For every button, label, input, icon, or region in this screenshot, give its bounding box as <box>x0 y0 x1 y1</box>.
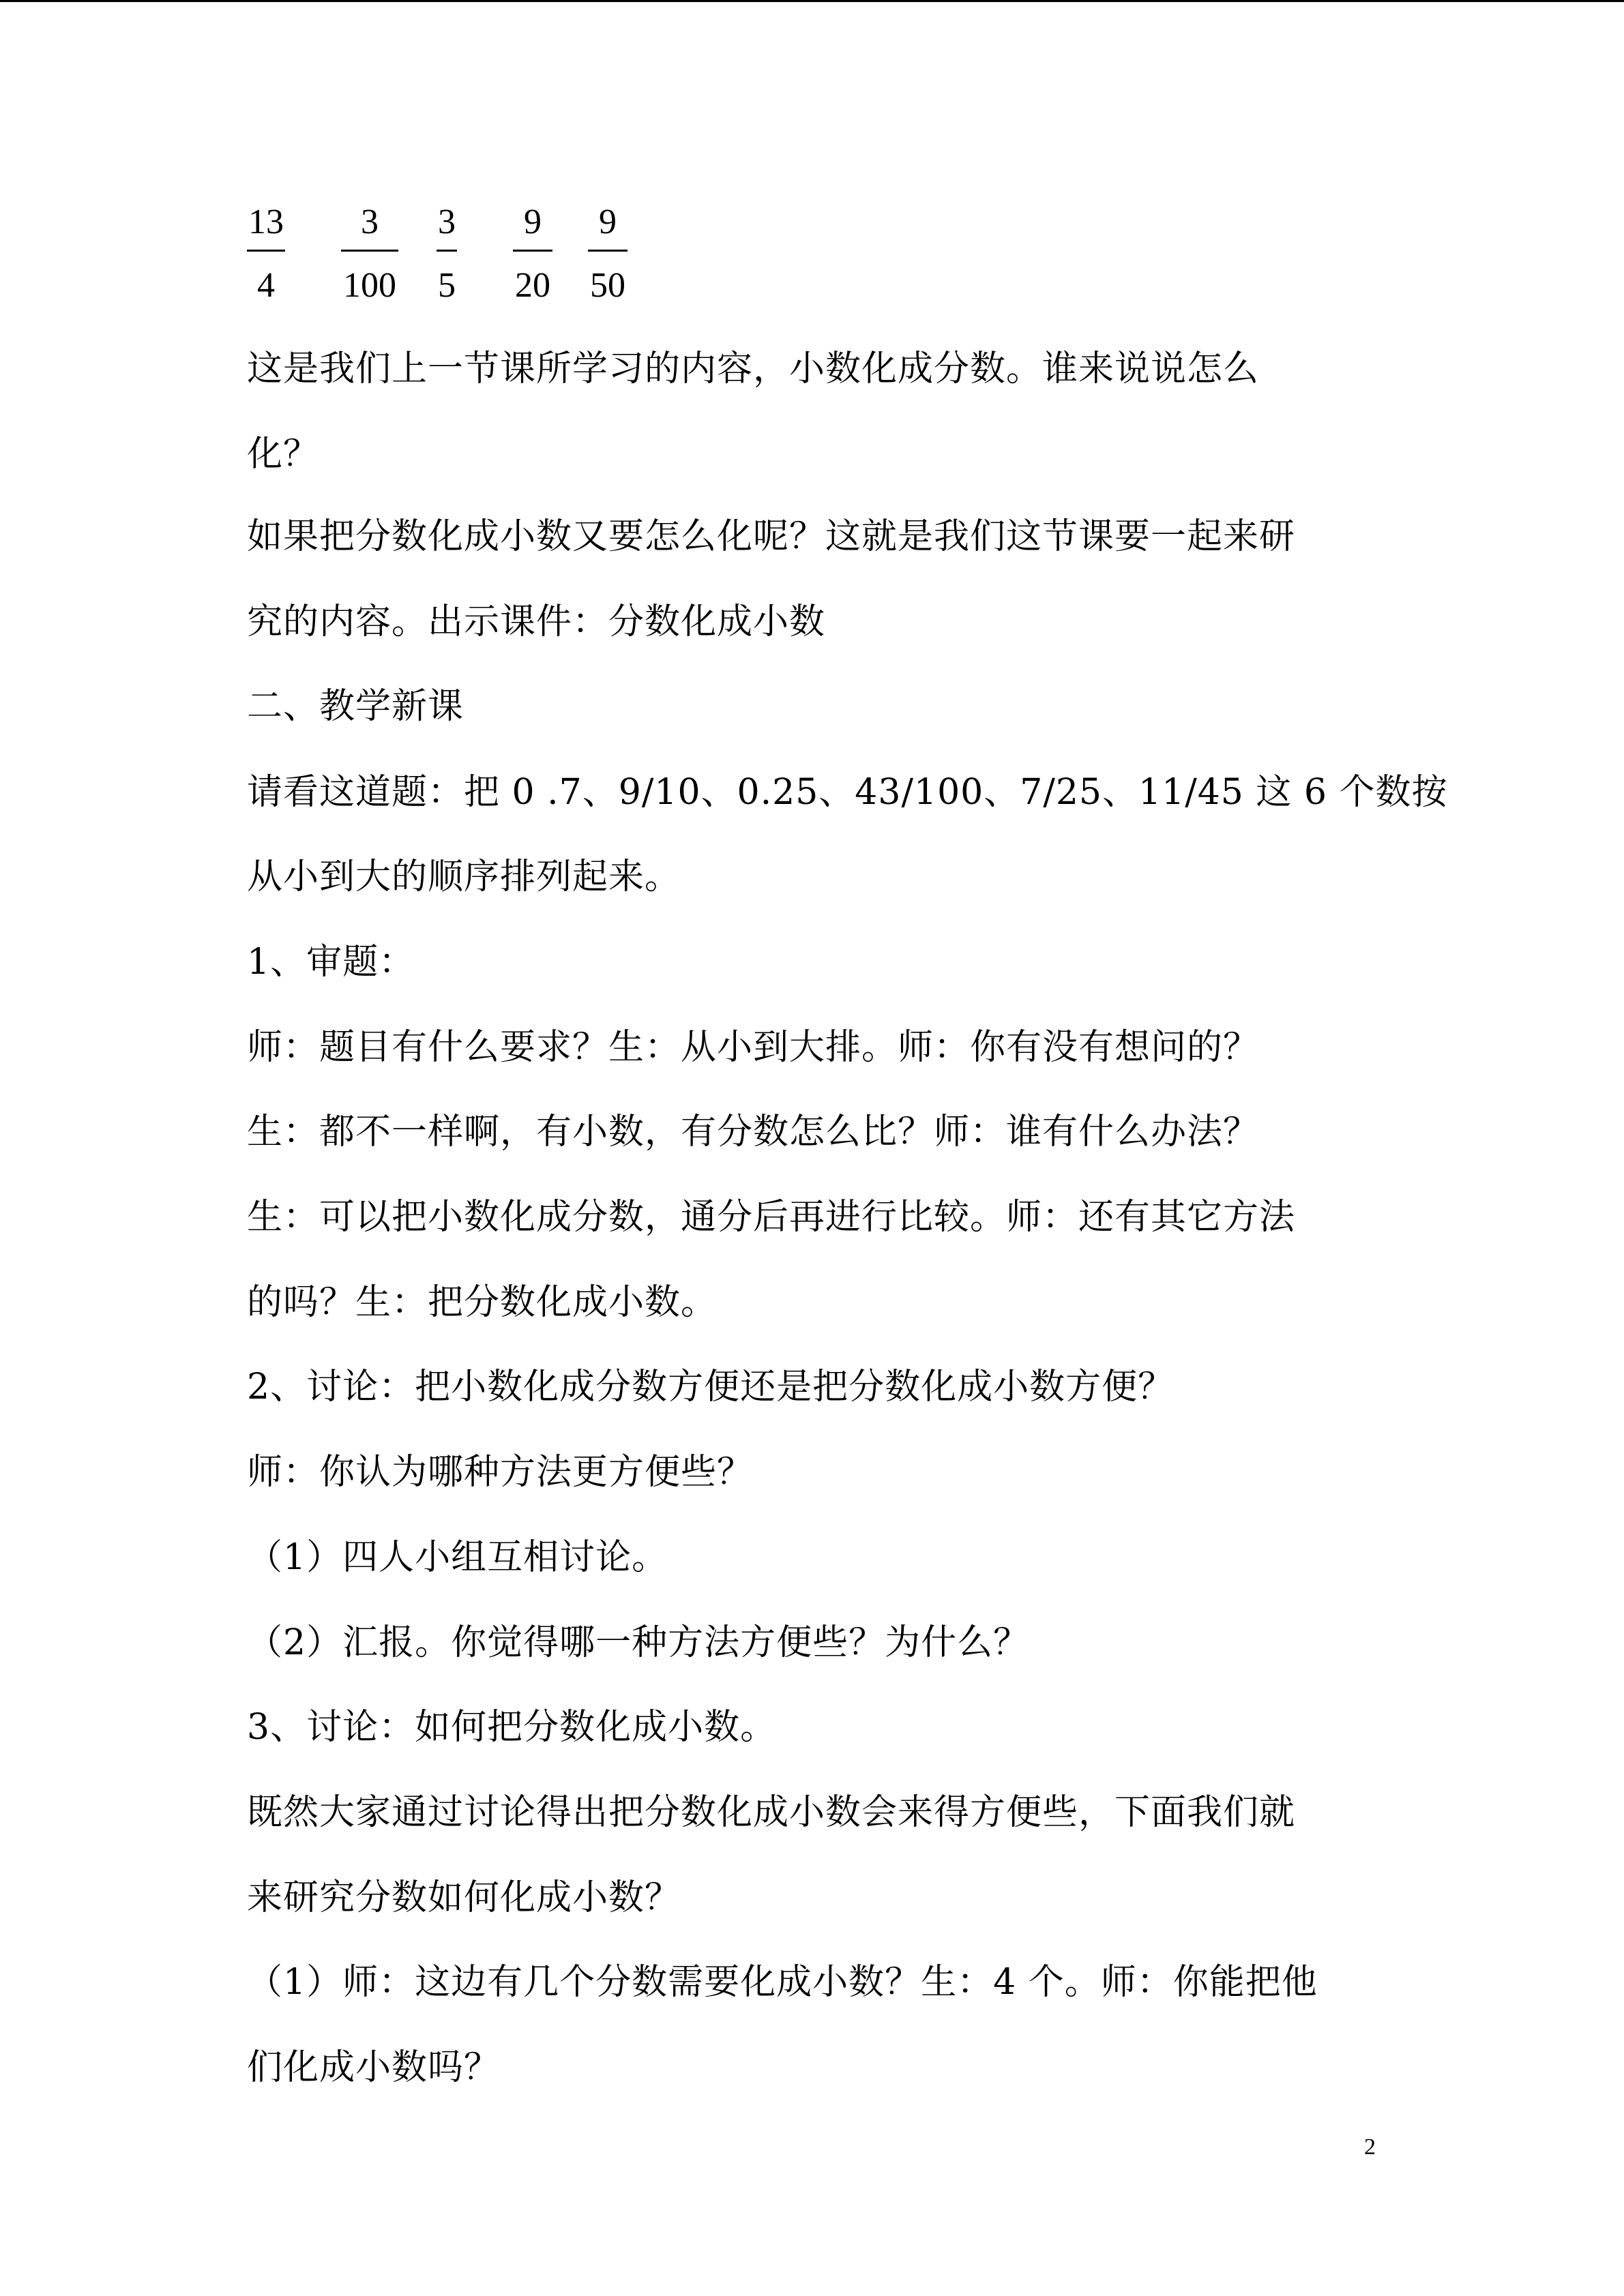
fraction-numerator: 3 <box>361 203 379 241</box>
paragraph-line: 来研究分数如何化成小数？ <box>247 1877 681 1918</box>
paragraph-line: 究的内容。出示课件：分数化成小数 <box>247 601 826 642</box>
subsection-heading: 3、讨论：如何把分数化成小数。 <box>247 1707 777 1748</box>
fraction-denominator: 50 <box>590 266 625 305</box>
fraction-denominator: 20 <box>515 266 550 305</box>
subsection-heading: 1、审题： <box>247 942 415 983</box>
fraction-numerator: 9 <box>524 203 542 241</box>
fraction-numerator: 13 <box>248 203 284 241</box>
paragraph-line: 师：题目有什么要求？生：从小到大排。师：你有没有想问的？ <box>247 1027 1260 1068</box>
page-number: 2 <box>1364 2134 1376 2160</box>
paragraph-line: 的吗？生：把分数化成小数。 <box>247 1282 718 1323</box>
fraction-numerator: 3 <box>438 203 456 241</box>
fraction-numerator: 9 <box>599 203 617 241</box>
fraction-denominator: 4 <box>257 266 275 305</box>
subsection-heading: 2、讨论：把小数化成分数方便还是把分数化成小数方便？ <box>247 1367 1175 1407</box>
paragraph-line: 既然大家通过讨论得出把分数化成小数会来得方便些，下面我们就 <box>247 1792 1296 1833</box>
paragraph-line: 师：你认为哪种方法更方便些？ <box>247 1452 754 1493</box>
fraction-denominator: 5 <box>438 266 456 305</box>
paragraph-line: 从小到大的顺序排列起来。 <box>247 856 681 897</box>
paragraph-line: 这是我们上一节课所学习的内容，小数化成分数。谁来说说怎么 <box>247 348 1260 389</box>
paragraph-line: 化？ <box>247 434 320 475</box>
paragraph-line: 如果把分数化成小数又要怎么化呢？这就是我们这节课要一起来研 <box>247 516 1296 557</box>
list-item: （1）四人小组互相讨论。 <box>247 1537 668 1578</box>
paragraph-line: 生：可以把小数化成分数，通分后再进行比较。师：还有其它方法 <box>247 1197 1296 1238</box>
section-heading: 二、教学新课 <box>247 686 464 727</box>
paragraph-line: 们化成小数吗？ <box>247 2047 501 2088</box>
fraction-denominator: 100 <box>343 266 396 305</box>
paragraph-line: 生：都不一样啊，有小数，有分数怎么比？师：谁有什么办法？ <box>247 1112 1260 1152</box>
list-item: （1）师：这边有几个分数需要化成小数？生：4 个。师：你能把他 <box>247 1962 1318 2003</box>
list-item: （2）汇报。你觉得哪一种方法方便些？为什么？ <box>247 1622 1030 1663</box>
paragraph-line: 请看这道题：把 0 .7、9/10、0.25、43/100、7/25、11/45 这 6 个数按 <box>247 772 1448 813</box>
